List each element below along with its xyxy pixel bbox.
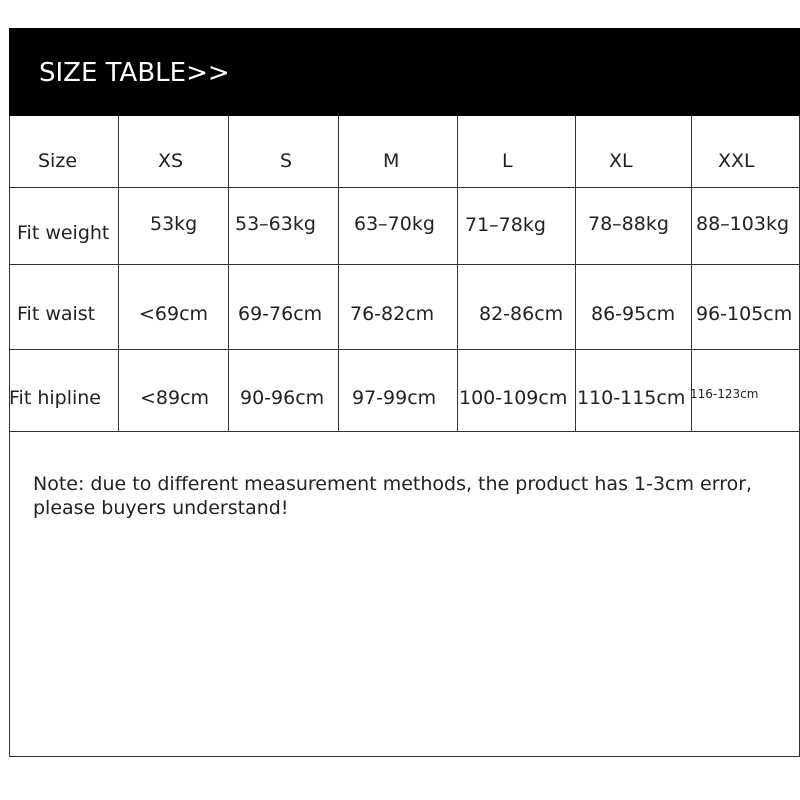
size-header-xxl: XXL xyxy=(718,150,755,172)
table-cell: 76-82cm xyxy=(350,303,435,325)
row-label-fit-weight: Fit weight xyxy=(17,222,110,244)
column-divider xyxy=(118,116,119,432)
table-cell: 63–70kg xyxy=(354,213,435,235)
table-cell: 82-86cm xyxy=(479,303,564,325)
table-cell: 88–103kg xyxy=(696,213,790,235)
table-cell: 100-109cm xyxy=(459,387,568,409)
size-header-l: L xyxy=(502,150,513,172)
size-header-xs: XS xyxy=(158,150,184,172)
row-divider xyxy=(9,431,800,432)
size-table-title: SIZE TABLE>> xyxy=(39,58,230,88)
table-cell: 53kg xyxy=(150,213,198,235)
row-divider xyxy=(9,349,800,350)
size-table-header xyxy=(9,28,800,116)
table-cell: 69-76cm xyxy=(238,303,323,325)
table-cell: 110-115cm xyxy=(577,387,686,409)
column-divider xyxy=(228,116,229,432)
size-header-xl: XL xyxy=(609,150,633,172)
table-cell: 71–78kg xyxy=(465,214,546,236)
table-cell: 86-95cm xyxy=(591,303,676,325)
table-cell: 97-99cm xyxy=(352,387,437,409)
size-table xyxy=(9,116,800,432)
column-divider xyxy=(338,116,339,432)
size-header-s: S xyxy=(280,150,293,172)
size-header-label: Size xyxy=(38,150,78,172)
table-cell: 53–63kg xyxy=(235,213,316,235)
measurement-note: Note: due to different measurement methods, the product has 1-3cm error, please buyers understand! xyxy=(33,473,753,519)
column-divider xyxy=(691,116,692,432)
row-divider xyxy=(9,264,800,265)
row-divider xyxy=(9,187,800,188)
table-cell: 116-123cm xyxy=(690,387,759,401)
row-label-fit-waist: Fit waist xyxy=(17,303,96,325)
row-label-fit-hipline: Fit hipline xyxy=(9,387,101,409)
table-cell: 96-105cm xyxy=(696,303,793,325)
table-cell: 78–88kg xyxy=(588,213,669,235)
size-header-m: M xyxy=(383,150,400,172)
column-divider xyxy=(575,116,576,432)
table-cell: <89cm xyxy=(140,387,210,409)
table-cell: 90-96cm xyxy=(240,387,325,409)
table-cell: <69cm xyxy=(139,303,209,325)
column-divider xyxy=(457,116,458,432)
